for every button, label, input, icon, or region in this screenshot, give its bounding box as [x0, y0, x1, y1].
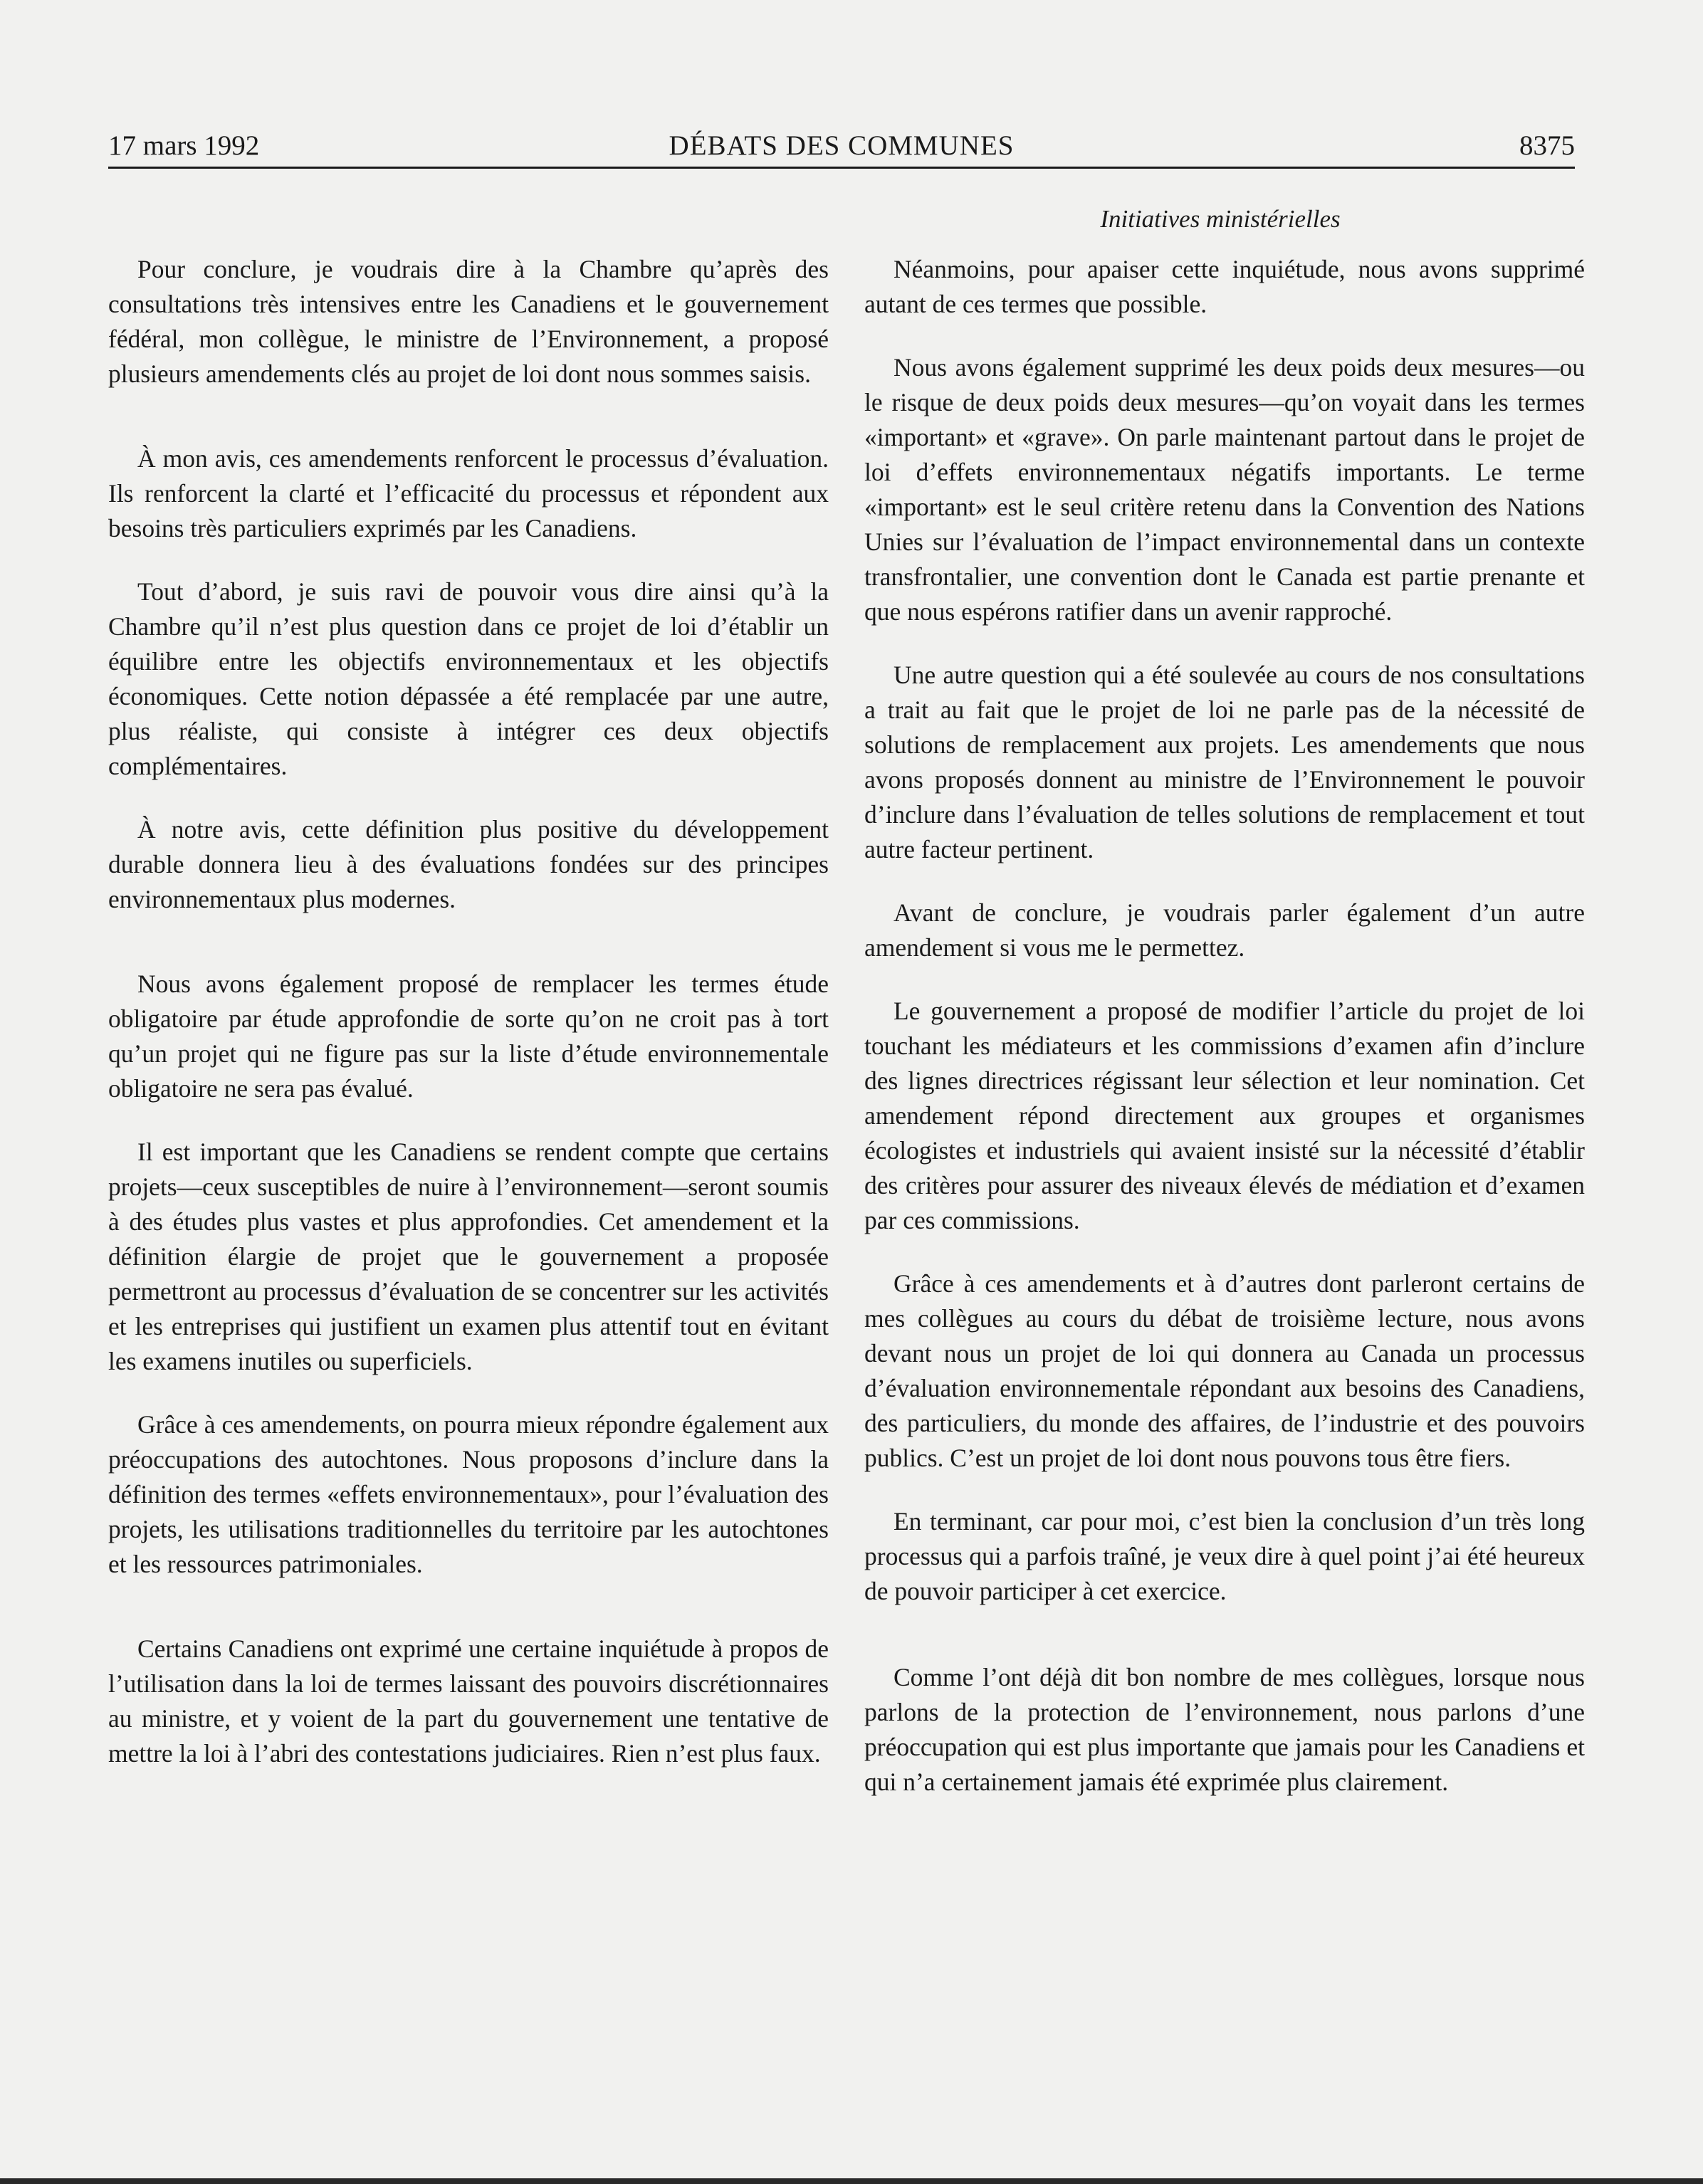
right-column: [864, 252, 1585, 1828]
page-header: [108, 125, 1575, 169]
paragraph: Néanmoins, pour apaiser cette inquiétude, nous avons supprimé autant de ces termes que possible.: [864, 255, 1585, 318]
section-title: Initiatives ministérielles: [1100, 205, 1341, 233]
paragraph: Tout d’abord, je suis ravi de pouvoir vous dire ainsi qu’à la Chambre qu’il n’est plus question dans ce projet de loi d’établir un équilibre entre les objectifs environnementaux et les objectifs économiques. Cette notion dépassée a été remplacée par une autre, plus réaliste, qui consiste à intégrer ces deux objectifs complémentaires.: [108, 577, 829, 780]
paragraph: À notre avis, cette définition plus positive du développement durable donnera lieu à des évaluations fondées sur des principes environnementaux plus modernes.: [108, 815, 829, 913]
paragraph: Il est important que les Canadiens se rendent compte que certains projets—ceux susceptibles de nuire à l’environnement—seront soumis à des études plus vastes et plus approfondies. Cet amendement et la définition élargie de projet que le gouvernement a proposée permettront au processus d’évaluation de se concentrer sur les activités et les entreprises qui justifient un examen plus attentif tout en évitant les examens inutiles ou superficiels.: [108, 1138, 829, 1375]
left-column: [108, 252, 829, 1800]
paragraph: En terminant, car pour moi, c’est bien la conclusion d’un très long processus qui a parfois traîné, je veux dire à quel point j’ai été heureux de pouvoir participer à cet exercice.: [864, 1507, 1585, 1605]
paragraph: Grâce à ces amendements, on pourra mieux répondre également aux préoccupations des autochtones. Nous proposons d’inclure dans la définition des termes «effets environnementaux», pour l’évaluation des projets, les utilisations traditionnelles du territoire par les autochtones et les ressources patrimoniales.: [108, 1410, 829, 1578]
paragraph: Grâce à ces amendements et à d’autres dont parleront certains de mes collègues au cours du débat de troisième lecture, nous avons devant nous un projet de loi qui donnera au Canada un processus d’évaluation environnementale répondant aux besoins des Canadiens, des particuliers, du monde des affaires, de l’industrie et des pouvoirs publics. C’est un projet de loi dont nous pouvons tous être fiers.: [864, 1269, 1585, 1472]
publication-title: DÉBATS DES COMMUNES: [669, 130, 1015, 161]
paragraph: Certains Canadiens ont exprimé une certaine inquiétude à propos de l’utilisation dans la loi de termes laissant des pouvoirs discrétionnaires au ministre, et y voient de la part du gouvernement une tentative de mettre la loi à l’abri des contestations judiciaires. Rien n’est plus faux.: [108, 1634, 829, 1768]
paragraph: Pour conclure, je voudrais dire à la Chambre qu’après des consultations très intensives entre les Canadiens et le gouvernement fédéral, mon collègue, le ministre de l’Environnement, a proposé plusieurs amendements clés au projet de loi dont nous sommes saisis.: [108, 255, 829, 388]
page-number: 8375: [1519, 130, 1575, 161]
paragraph: Avant de conclure, je voudrais parler également d’un autre amendement si vous me le permettez.: [864, 898, 1585, 962]
paragraph: À mon avis, ces amendements renforcent le processus d’évaluation. Ils renforcent la clarté et l’efficacité du processus et répondent aux besoins très particuliers exprimés par les Canadiens.: [108, 444, 829, 542]
header-date: 17 mars 1992: [108, 130, 260, 161]
scan-bottom-edge: [0, 2178, 1703, 2184]
paragraph: Nous avons également supprimé les deux poids deux mesures—ou le risque de deux poids deux mesures—qu’on voyait dans les termes «important» et «grave». On parle maintenant partout dans le projet de loi d’effets environnementaux négatifs importants. Le terme «important» est le seul critère retenu dans la Convention des Nations Unies sur l’évaluation de l’impact environnemental dans un contexte transfrontalier, une convention dont le Canada est partie prenante et que nous espérons ratifier dans un avenir rapproché.: [864, 353, 1585, 626]
paragraph: Comme l’ont déjà dit bon nombre de mes collègues, lorsque nous parlons de la protection de l’environnement, nous parlons d’une préoccupation qui est plus importante que jamais pour les Canadiens et qui n’a certainement jamais été exprimée plus clairement.: [864, 1663, 1585, 1796]
paragraph: Une autre question qui a été soulevée au cours de nos consultations a trait au fait que le projet de loi ne parle pas de la nécessité de solutions de remplacement aux projets. Les amendements que nous avons proposés donnent au ministre de l’Environnement le pouvoir d’inclure dans l’évaluation de telles solutions de remplacement et tout autre facteur pertinent.: [864, 661, 1585, 863]
paragraph: Le gouvernement a proposé de modifier l’article du projet de loi touchant les médiateurs et les commissions d’examen afin d’inclure des lignes directrices régissant leur sélection et leur nomination. Cet amendement répond directement aux groupes et organismes écologistes et industriels qui avaient insisté sur la nécessité d’établir des critères pour assurer des niveaux élevés de médiation et d’examen par ces commissions.: [864, 997, 1585, 1234]
paragraph: Nous avons également proposé de remplacer les termes étude obligatoire par étude approfondie de sorte qu’on ne croit pas à tort qu’un projet qui ne figure pas sur la liste d’étude environnementale obligatoire ne sera pas évalué.: [108, 970, 829, 1103]
